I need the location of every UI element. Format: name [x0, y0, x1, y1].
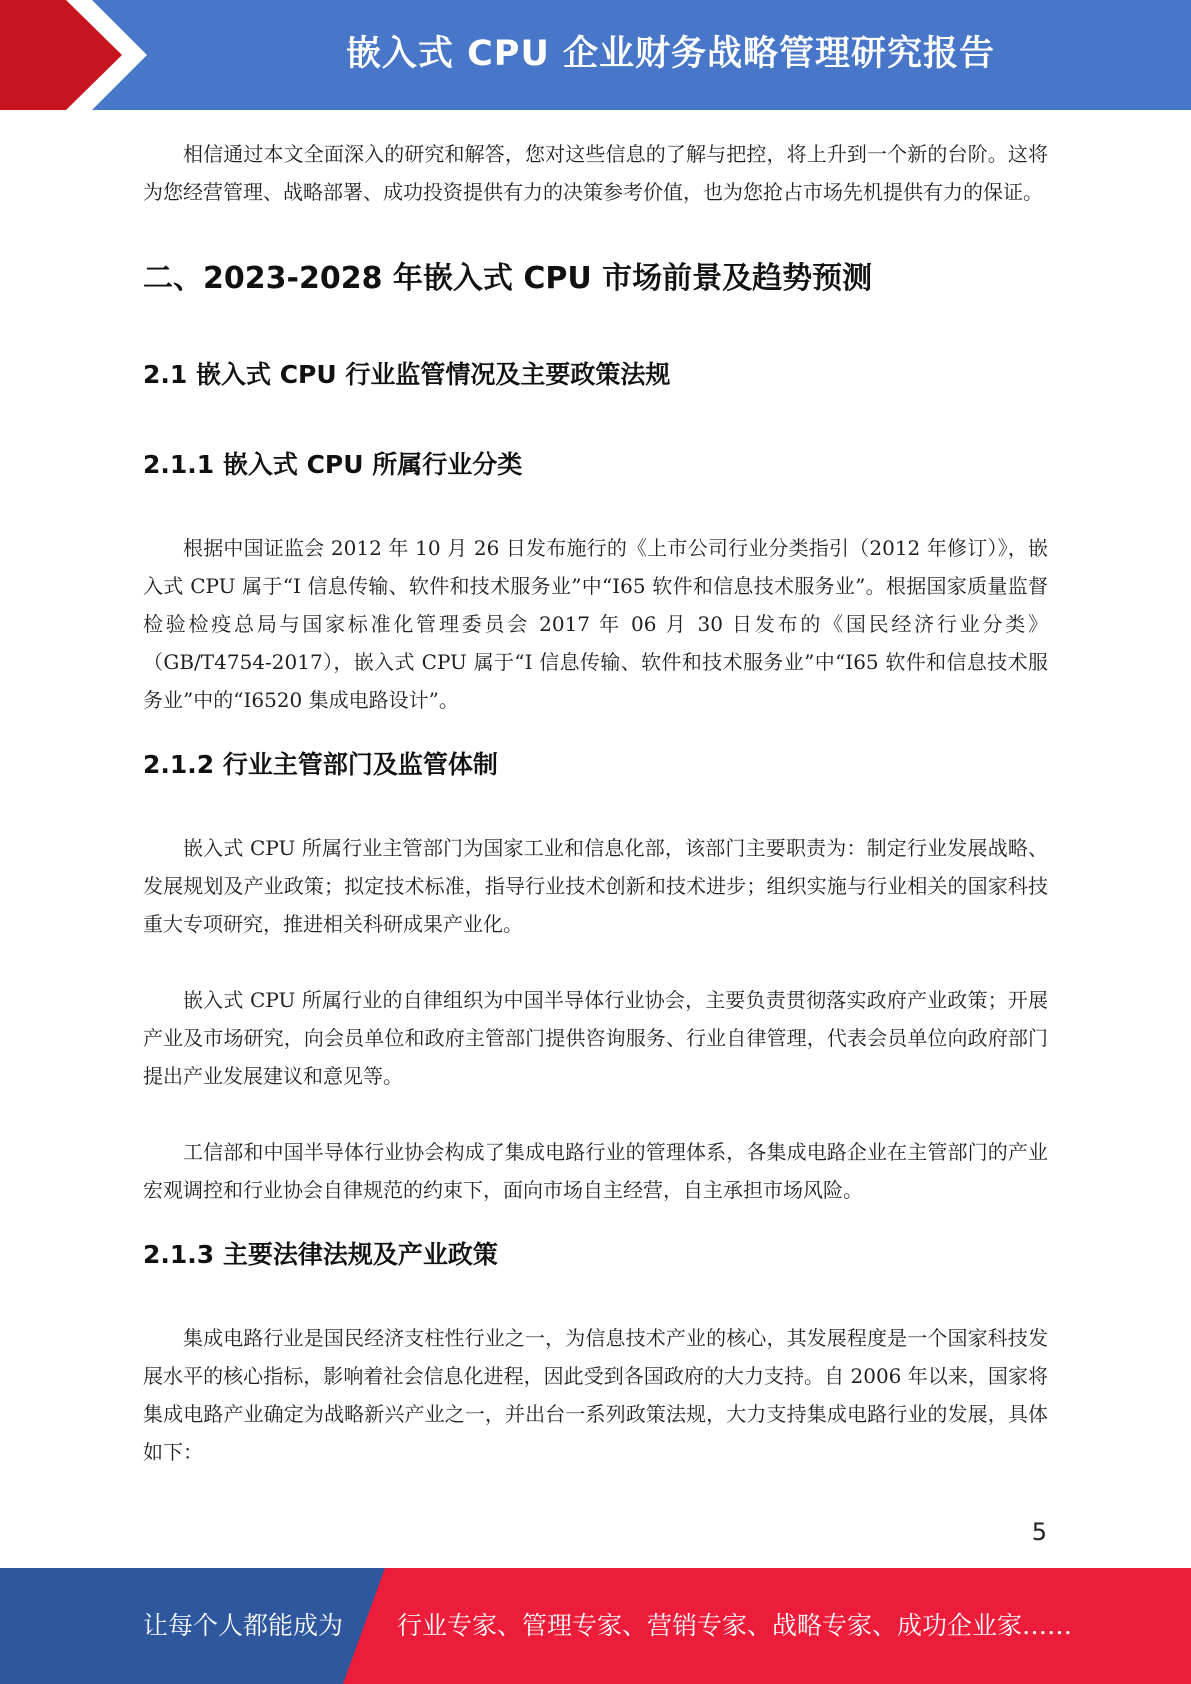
page-number: 5: [1031, 1518, 1047, 1546]
document-body: [143, 135, 1048, 1471]
section-2-heading: 二、2023-2028 年嵌入式 CPU 市场前景及趋势预测: [143, 261, 873, 296]
header-chevron-decoration: [0, 0, 160, 110]
section-2-1-2-paragraph-2: 嵌入式 CPU 所属行业的自律组织为中国半导体行业协会，主要负责贯彻落实政府产业政策；开展产业及市场研究，向会员单位和政府主管部门提供咨询服务、行业自律管理，代表会员单位向政府部门提出产业发展建议和意见等。: [143, 988, 1048, 1088]
page-header: [0, 0, 1191, 110]
section-2-1-2-paragraph-1: 嵌入式 CPU 所属行业主管部门为国家工业和信息化部，该部门主要职责为：制定行业发展战略、发展规划及产业政策；拟定技术标准，指导行业技术创新和技术进步；组织实施与行业相关的国家科技重大专项研究，推进相关科研成果产业化。: [143, 836, 1048, 936]
section-2-1-3-paragraph: 集成电路行业是国民经济支柱性行业之一，为信息技术产业的核心，其发展程度是一个国家科技发展水平的核心指标，影响着社会信息化进程，因此受到各国政府的大力支持。自 2006 年以来，国家将集成电路产业确定为战略新兴产业之一，并出台一系列政策法规，大力支持集成电路行业的发展，具体如下：: [143, 1326, 1048, 1464]
section-2-1-1-heading: 2.1.1 嵌入式 CPU 所属行业分类: [143, 450, 523, 479]
section-2-1-1-paragraph: 根据中国证监会 2012 年 10 月 26 日发布施行的《上市公司行业分类指引（2012 年修订）》，嵌入式 CPU 属于“I 信息传输、软件和技术服务业”中“I65 软件和信息技术服务业”。根据国家质量监督检验检疫总局与国家标准化管理委员会 2017 年 06 月 30 日发布的《国民经济行业分类》（GB/T4754-2017），嵌入式 CPU 属于“I 信息传输、软件和技术服务业”中“I65 软件和信息技术服务业”中的“I6520 集成电路设计”。: [143, 536, 1048, 712]
section-2-1-2-heading: 2.1.2 行业主管部门及监管体制: [143, 750, 498, 779]
report-title: 嵌入式 CPU 企业财务战略管理研究报告: [345, 34, 996, 74]
intro-paragraph: 相信通过本文全面深入的研究和解答，您对这些信息的了解与把控，将上升到一个新的台阶。这将为您经营管理、战略部署、成功投资提供有力的决策参考价值，也为您抢占市场先机提供有力的保证。: [143, 142, 1048, 204]
page-footer: [0, 1568, 1191, 1684]
footer-slogan-left: 让每个人都能成为: [143, 1611, 344, 1640]
section-2-1-heading: 2.1 嵌入式 CPU 行业监管情况及主要政策法规: [143, 360, 671, 389]
section-2-1-3-heading: 2.1.3 主要法律法规及产业政策: [143, 1240, 498, 1269]
section-2-1-2-paragraph-3: 工信部和中国半导体行业协会构成了集成电路行业的管理体系，各集成电路企业在主管部门的产业宏观调控和行业协会自律规范的约束下，面向市场自主经营，自主承担市场风险。: [143, 1140, 1048, 1202]
footer-slogan-right: 行业专家、管理专家、营销专家、战略专家、成功企业家……: [397, 1611, 1073, 1640]
